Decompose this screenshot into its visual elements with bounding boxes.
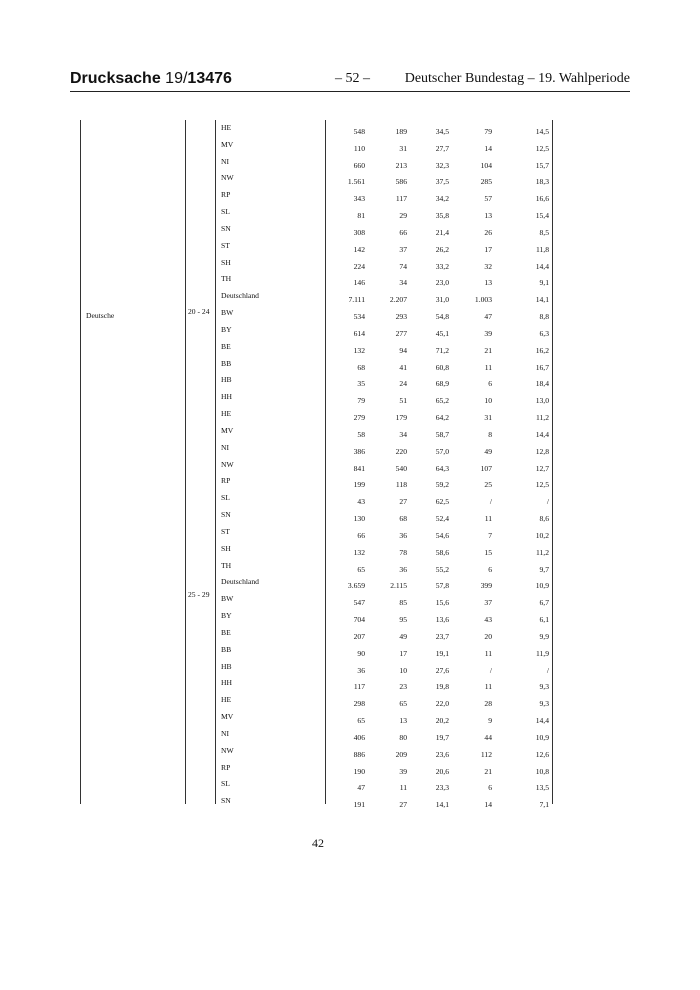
cell-v4: 79 <box>484 127 492 136</box>
cell-v3: 37,5 <box>435 177 449 187</box>
cell-v3: 64,3 <box>435 463 449 473</box>
cell-v1: 142 <box>353 244 365 254</box>
table-row <box>0 610 700 627</box>
cell-v3: 23,6 <box>435 749 449 759</box>
cell-v1: 36 <box>357 665 365 675</box>
table-row <box>0 795 700 812</box>
cell-v4: 25 <box>484 480 492 490</box>
cell-v1: 7.111 <box>348 295 365 305</box>
cell-state: NW <box>221 173 234 183</box>
cell-v4: 399 <box>480 581 492 591</box>
cell-v1: 308 <box>353 227 365 237</box>
cell-v5: 12,5 <box>535 143 549 153</box>
cell-state: TH <box>221 560 232 570</box>
cell-v3: 54,6 <box>435 530 449 540</box>
cell-v2: 23 <box>399 682 407 692</box>
table-row <box>0 644 700 661</box>
cell-v2: 41 <box>399 362 407 372</box>
cell-state: HH <box>221 678 232 688</box>
cell-v2: 10 <box>399 665 407 675</box>
cell-v2: 209 <box>395 749 407 759</box>
table-row <box>0 240 700 257</box>
cell-state: HH <box>221 392 232 402</box>
cell-v1: 704 <box>353 615 365 625</box>
cell-v2: 65 <box>399 699 407 709</box>
publisher-label: Deutscher Bundestag – 19. Wahlperiode <box>404 71 630 86</box>
cell-v4: 7 <box>488 530 492 540</box>
cell-v2: 189 <box>395 127 407 136</box>
cell-v4: 104 <box>480 160 492 170</box>
cell-v2: 95 <box>399 615 407 625</box>
cell-state: NI <box>221 728 230 738</box>
cell-v1: 199 <box>353 480 365 490</box>
cell-v4: 13 <box>484 278 492 288</box>
cell-v4: 49 <box>484 446 492 456</box>
table-row <box>0 290 700 307</box>
table-row <box>0 156 700 173</box>
cell-v4: 11 <box>484 514 492 524</box>
cell-v5: 10,9 <box>535 581 549 591</box>
cell-state: SN <box>221 223 231 233</box>
table-row <box>0 391 700 408</box>
page-number: 42 <box>312 836 324 850</box>
cell-v3: 15,6 <box>435 598 449 608</box>
cell-v4: 57 <box>484 194 492 204</box>
cell-v2: 118 <box>395 480 407 490</box>
cell-v5: 13,0 <box>535 396 549 406</box>
cell-state: SL <box>221 207 230 217</box>
cell-v1: 224 <box>353 261 365 271</box>
table-row <box>0 189 700 206</box>
cell-v1: 110 <box>353 143 365 153</box>
cell-v4: 285 <box>480 177 492 187</box>
table-row <box>0 661 700 678</box>
cell-state: RP <box>221 476 231 486</box>
table-row <box>0 206 700 223</box>
page-marker: – 52 – <box>335 71 370 86</box>
cell-state: HE <box>221 695 232 705</box>
cell-v5: 12,8 <box>535 446 549 456</box>
cell-state: MV <box>221 712 234 722</box>
cell-v4: 1.003 <box>474 295 492 305</box>
cell-v1: 548 <box>353 127 365 136</box>
table-row <box>0 257 700 274</box>
cell-v5: 9,3 <box>539 682 549 692</box>
table-row <box>0 139 700 156</box>
cell-v2: 37 <box>399 244 407 254</box>
cell-v4: 107 <box>480 463 492 473</box>
cell-state: SL <box>221 779 230 789</box>
cell-state: RP <box>221 762 231 772</box>
table-row <box>0 492 700 509</box>
cell-state: Deutschland <box>221 291 259 301</box>
cell-v2: 293 <box>395 312 407 322</box>
drucksache-id: 13476 <box>187 70 232 87</box>
cell-v2: 34 <box>399 278 407 288</box>
cell-v3: 23,0 <box>435 278 449 288</box>
cell-v5: 15,4 <box>535 211 549 221</box>
cell-v2: 80 <box>399 732 407 742</box>
cell-v5: / <box>546 665 549 675</box>
cell-v3: 33,2 <box>435 261 449 271</box>
cell-state: SH <box>221 543 231 553</box>
cell-v2: 11 <box>399 783 407 793</box>
cell-v4: 6 <box>488 564 492 574</box>
table-row <box>0 543 700 560</box>
cell-v3: 45,1 <box>435 328 449 338</box>
table-row <box>0 627 700 644</box>
cell-state: SN <box>221 510 231 520</box>
cell-state: SL <box>221 493 230 503</box>
table-row <box>0 526 700 543</box>
cell-v5: 8,8 <box>539 312 549 322</box>
cell-state: NI <box>221 442 230 452</box>
cell-v4: 8 <box>488 429 492 439</box>
cell-v3: 20,6 <box>435 766 449 776</box>
cell-v1: 207 <box>353 631 365 641</box>
cell-v4: 14 <box>484 800 492 810</box>
page-header <box>70 66 630 92</box>
cell-v1: 47 <box>357 783 365 793</box>
cell-v5: 16,7 <box>535 362 549 372</box>
cell-v1: 130 <box>353 514 365 524</box>
cell-v2: 220 <box>395 446 407 456</box>
cell-v2: 39 <box>399 766 407 776</box>
cell-v4: 112 <box>480 749 492 759</box>
cell-v1: 90 <box>357 648 365 658</box>
cell-v1: 79 <box>357 396 365 406</box>
cell-v5: 16,2 <box>535 345 549 355</box>
cell-v3: 27,6 <box>435 665 449 675</box>
cell-v1: 68 <box>357 362 365 372</box>
table-row <box>0 408 700 425</box>
cell-v5: 9,9 <box>539 631 549 641</box>
cell-v3: 57,0 <box>435 446 449 456</box>
table-row <box>0 475 700 492</box>
cell-state: NW <box>221 459 234 469</box>
cell-v5: 6,3 <box>539 328 549 338</box>
cell-v2: 51 <box>399 396 407 406</box>
cell-v1: 35 <box>357 379 365 389</box>
table-row <box>0 324 700 341</box>
table-row <box>0 677 700 694</box>
table-row <box>0 223 700 240</box>
cell-v2: 586 <box>395 177 407 187</box>
cell-v2: 27 <box>399 497 407 507</box>
cell-v5: 14,4 <box>535 261 549 271</box>
cell-v3: 19,7 <box>435 732 449 742</box>
cell-state: HB <box>221 661 232 671</box>
cell-v5: 11,9 <box>535 648 549 658</box>
cell-v5: 7,1 <box>539 800 549 810</box>
cell-v3: 54,8 <box>435 312 449 322</box>
table-row <box>0 425 700 442</box>
cell-v4: 9 <box>488 716 492 726</box>
cell-v3: 52,4 <box>435 514 449 524</box>
table-row <box>0 509 700 526</box>
cell-v4: 11 <box>484 648 492 658</box>
table-row <box>0 778 700 795</box>
cell-state: SH <box>221 257 231 267</box>
cell-v1: 81 <box>357 211 365 221</box>
cell-state: NW <box>221 745 234 755</box>
table-row <box>0 442 700 459</box>
cell-v1: 1.561 <box>347 177 365 187</box>
cell-v2: 74 <box>399 261 407 271</box>
cell-v3: 58,7 <box>435 429 449 439</box>
cell-v4: 6 <box>488 379 492 389</box>
cell-v3: 59,2 <box>435 480 449 490</box>
cell-state: RP <box>221 190 231 200</box>
cell-v2: 24 <box>399 379 407 389</box>
cell-v3: 31,0 <box>435 295 449 305</box>
cell-v4: 17 <box>484 244 492 254</box>
cell-v5: 13,5 <box>535 783 549 793</box>
cell-v3: 57,8 <box>435 581 449 591</box>
cell-v2: 179 <box>395 413 407 423</box>
cell-v1: 65 <box>357 564 365 574</box>
cell-v4: 21 <box>484 766 492 776</box>
table-row <box>0 374 700 391</box>
cell-v5: 10,8 <box>535 766 549 776</box>
cell-v5: 12,6 <box>535 749 549 759</box>
cell-v5: 16,6 <box>535 194 549 204</box>
cell-v5: 6,7 <box>539 598 549 608</box>
cell-v3: 13,6 <box>435 615 449 625</box>
cell-v3: 27,7 <box>435 143 449 153</box>
table-row <box>0 576 700 593</box>
cell-v3: 23,3 <box>435 783 449 793</box>
cell-v1: 132 <box>353 547 365 557</box>
cell-v2: 117 <box>395 194 407 204</box>
cell-v3: 55,2 <box>435 564 449 574</box>
cell-v1: 886 <box>353 749 365 759</box>
cell-v2: 2.207 <box>389 295 407 305</box>
cell-v4: 11 <box>484 362 492 372</box>
header-rule <box>70 91 630 92</box>
cell-state: TH <box>221 274 232 284</box>
cell-v4: 43 <box>484 615 492 625</box>
cell-v2: 13 <box>399 716 407 726</box>
cell-v4: 21 <box>484 345 492 355</box>
cell-v5: 9,7 <box>539 564 549 574</box>
cell-v1: 547 <box>353 598 365 608</box>
cell-v4: 13 <box>484 211 492 221</box>
cell-v4: 26 <box>484 227 492 237</box>
cell-v1: 66 <box>357 530 365 540</box>
cell-v1: 660 <box>353 160 365 170</box>
cell-v5: / <box>546 497 549 507</box>
cell-v1: 43 <box>357 497 365 507</box>
cell-v2: 85 <box>399 598 407 608</box>
table-row <box>0 711 700 728</box>
cell-v4: 10 <box>484 396 492 406</box>
cell-v3: 19,1 <box>435 648 449 658</box>
cell-v3: 23,7 <box>435 631 449 641</box>
cell-v3: 26,2 <box>435 244 449 254</box>
cell-state: HE <box>221 123 232 132</box>
cell-state: BB <box>221 358 232 368</box>
cell-v5: 8,6 <box>539 514 549 524</box>
age-group-25-29: 25 - 29 <box>188 590 210 599</box>
table-row <box>0 122 700 139</box>
table-row <box>0 745 700 762</box>
cell-v4: 32 <box>484 261 492 271</box>
cell-state: HE <box>221 409 232 419</box>
table-row <box>0 762 700 779</box>
cell-v5: 14,1 <box>535 295 549 305</box>
cell-v4: 11 <box>484 682 492 692</box>
table-row <box>0 593 700 610</box>
cell-state: MV <box>221 425 234 435</box>
cell-v5: 10,2 <box>535 530 549 540</box>
cell-v4: 47 <box>484 312 492 322</box>
cell-v2: 277 <box>395 328 407 338</box>
cell-v3: 58,6 <box>435 547 449 557</box>
cell-v3: 20,2 <box>435 716 449 726</box>
cell-v1: 3.659 <box>347 581 365 591</box>
cell-v5: 9,1 <box>539 278 549 288</box>
cell-v5: 12,5 <box>535 480 549 490</box>
cell-v5: 11,2 <box>535 547 549 557</box>
cell-state: ST <box>221 526 230 536</box>
table-row <box>0 728 700 745</box>
table-row <box>0 341 700 358</box>
drucksache-number: 19/ <box>165 70 188 87</box>
cell-v2: 66 <box>399 227 407 237</box>
cell-v2: 36 <box>399 530 407 540</box>
cell-v4: / <box>489 497 492 507</box>
cell-v3: 34,5 <box>435 127 449 136</box>
cell-state: BE <box>221 627 231 637</box>
cell-v5: 18,4 <box>535 379 549 389</box>
cell-v2: 78 <box>399 547 407 557</box>
cell-v2: 94 <box>399 345 407 355</box>
cell-v5: 18,3 <box>535 177 549 187</box>
table-row <box>0 560 700 577</box>
cell-v1: 65 <box>357 716 365 726</box>
cell-v4: 28 <box>484 699 492 709</box>
cell-v2: 49 <box>399 631 407 641</box>
cell-v5: 9,3 <box>539 699 549 709</box>
cell-v3: 71,2 <box>435 345 449 355</box>
cell-v4: 39 <box>484 328 492 338</box>
cell-v4: / <box>489 665 492 675</box>
cell-v3: 21,4 <box>435 227 449 237</box>
cell-v3: 32,3 <box>435 160 449 170</box>
cell-state: BY <box>221 324 232 334</box>
cell-v2: 34 <box>399 429 407 439</box>
cell-v2: 27 <box>399 800 407 810</box>
cell-v3: 22,0 <box>435 699 449 709</box>
table-row <box>0 358 700 375</box>
cell-v4: 15 <box>484 547 492 557</box>
drucksache-heading <box>70 70 232 88</box>
cell-v5: 15,7 <box>535 160 549 170</box>
cell-v3: 62,5 <box>435 497 449 507</box>
drucksache-label: Drucksache <box>70 70 161 87</box>
cell-v1: 386 <box>353 446 365 456</box>
cell-state: ST <box>221 240 230 250</box>
table-row <box>0 172 700 189</box>
cell-state: BB <box>221 644 232 654</box>
cell-v3: 19,8 <box>435 682 449 692</box>
cell-v2: 540 <box>395 463 407 473</box>
cell-v4: 44 <box>484 732 492 742</box>
cell-v5: 8,5 <box>539 227 549 237</box>
cell-state: BW <box>221 308 234 318</box>
cell-state: NI <box>221 156 230 166</box>
cell-v2: 29 <box>399 211 407 221</box>
cell-v3: 34,2 <box>435 194 449 204</box>
cell-v1: 191 <box>353 800 365 810</box>
cell-v1: 146 <box>353 278 365 288</box>
cell-v4: 14 <box>484 143 492 153</box>
cell-v2: 2.115 <box>390 581 407 591</box>
group-label: Deutsche <box>86 311 115 320</box>
cell-v5: 10,9 <box>535 732 549 742</box>
cell-v1: 614 <box>353 328 365 338</box>
cell-state: BY <box>221 611 232 621</box>
cell-v4: 6 <box>488 783 492 793</box>
cell-v5: 14,5 <box>535 127 549 136</box>
cell-state: SN <box>221 796 231 806</box>
cell-v4: 37 <box>484 598 492 608</box>
cell-v3: 35,8 <box>435 211 449 221</box>
table-row <box>0 273 700 290</box>
cell-v1: 58 <box>357 429 365 439</box>
cell-state: MV <box>221 139 234 149</box>
cell-v1: 534 <box>353 312 365 322</box>
cell-v1: 298 <box>353 699 365 709</box>
cell-v1: 279 <box>353 413 365 423</box>
cell-v1: 841 <box>353 463 365 473</box>
table-row <box>0 694 700 711</box>
cell-v3: 14,1 <box>435 800 449 810</box>
cell-v5: 11,8 <box>535 244 549 254</box>
cell-state: HB <box>221 375 232 385</box>
cell-v4: 20 <box>484 631 492 641</box>
cell-state: BE <box>221 341 231 351</box>
cell-v5: 14,4 <box>535 716 549 726</box>
cell-v5: 6,1 <box>539 615 549 625</box>
cell-v5: 11,2 <box>535 413 549 423</box>
cell-v1: 132 <box>353 345 365 355</box>
cell-v2: 17 <box>399 648 407 658</box>
cell-v2: 36 <box>399 564 407 574</box>
cell-v1: 190 <box>353 766 365 776</box>
cell-v5: 12,7 <box>535 463 549 473</box>
cell-v3: 60,8 <box>435 362 449 372</box>
cell-v5: 14,4 <box>535 429 549 439</box>
cell-v3: 65,2 <box>435 396 449 406</box>
cell-v2: 31 <box>399 143 407 153</box>
cell-v1: 117 <box>353 682 365 692</box>
age-group-20-24: 20 - 24 <box>188 307 210 316</box>
cell-v4: 31 <box>484 413 492 423</box>
cell-v3: 68,9 <box>435 379 449 389</box>
cell-v1: 406 <box>353 732 365 742</box>
cell-state: BW <box>221 594 234 604</box>
cell-v2: 213 <box>395 160 407 170</box>
cell-v2: 68 <box>399 514 407 524</box>
cell-state: Deutschland <box>221 577 259 587</box>
cell-v1: 343 <box>353 194 365 204</box>
table-row <box>0 459 700 476</box>
cell-v3: 64,2 <box>435 413 449 423</box>
